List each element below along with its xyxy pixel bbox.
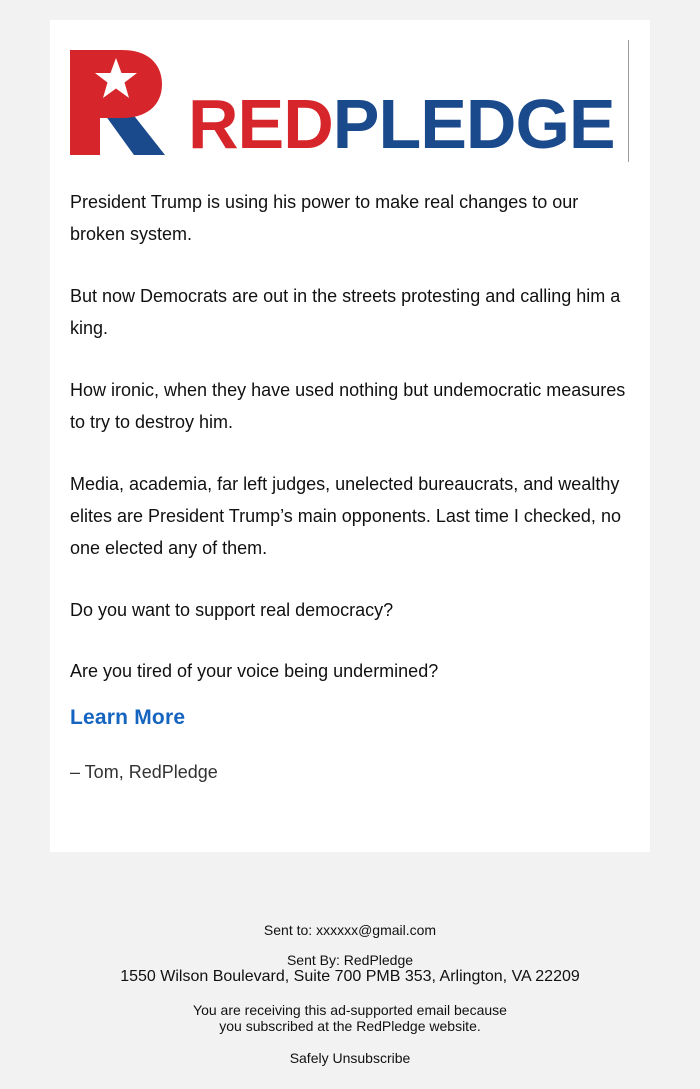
redpledge-r-mark-icon (70, 48, 170, 158)
body-paragraph: Are you tired of your voice being undermined? (70, 661, 439, 681)
reason-line-1: You are receiving this ad-supported email because (193, 1002, 507, 1018)
email-footer (0, 922, 700, 1066)
body-paragraph: Media, academia, far left judges, unelected bureaucrats, and wealthy elites are President Trump’s main opponents. Last time I checked, no one elected any of them. (70, 474, 621, 558)
body-paragraph: President Trump is using his power to make real changes to our broken system. (70, 192, 579, 244)
wordmark-red: RED (188, 85, 333, 163)
reason-line-2: you subscribed at the RedPledge website. (219, 1018, 481, 1034)
body-paragraph: How ironic, when they have used nothing but undemocratic measures to try to destroy him. (70, 380, 626, 432)
unsubscribe-link[interactable]: Safely Unsubscribe (289, 1050, 411, 1066)
signoff: – Tom, RedPledge (70, 762, 218, 782)
redpledge-wordmark (188, 85, 615, 163)
wordmark-blue: PLEDGE (332, 85, 615, 163)
sent-by-line: Sent By: RedPledge (286, 952, 414, 968)
redpledge-logo (70, 48, 630, 163)
body-paragraph: Do you want to support real democracy? (70, 600, 394, 620)
body-paragraph: But now Democrats are out in the streets protesting and calling him a king. (70, 286, 621, 338)
sender-address: 1550 Wilson Boulevard, Suite 700 PMB 353, Arlington, VA 22209 (120, 968, 580, 985)
email-body (70, 186, 635, 717)
learn-more-link[interactable]: Learn More (70, 706, 186, 729)
logo-divider (628, 40, 629, 162)
sent-to-line: Sent to: xxxxxx@gmail.com (263, 922, 437, 938)
email-card (50, 20, 650, 852)
